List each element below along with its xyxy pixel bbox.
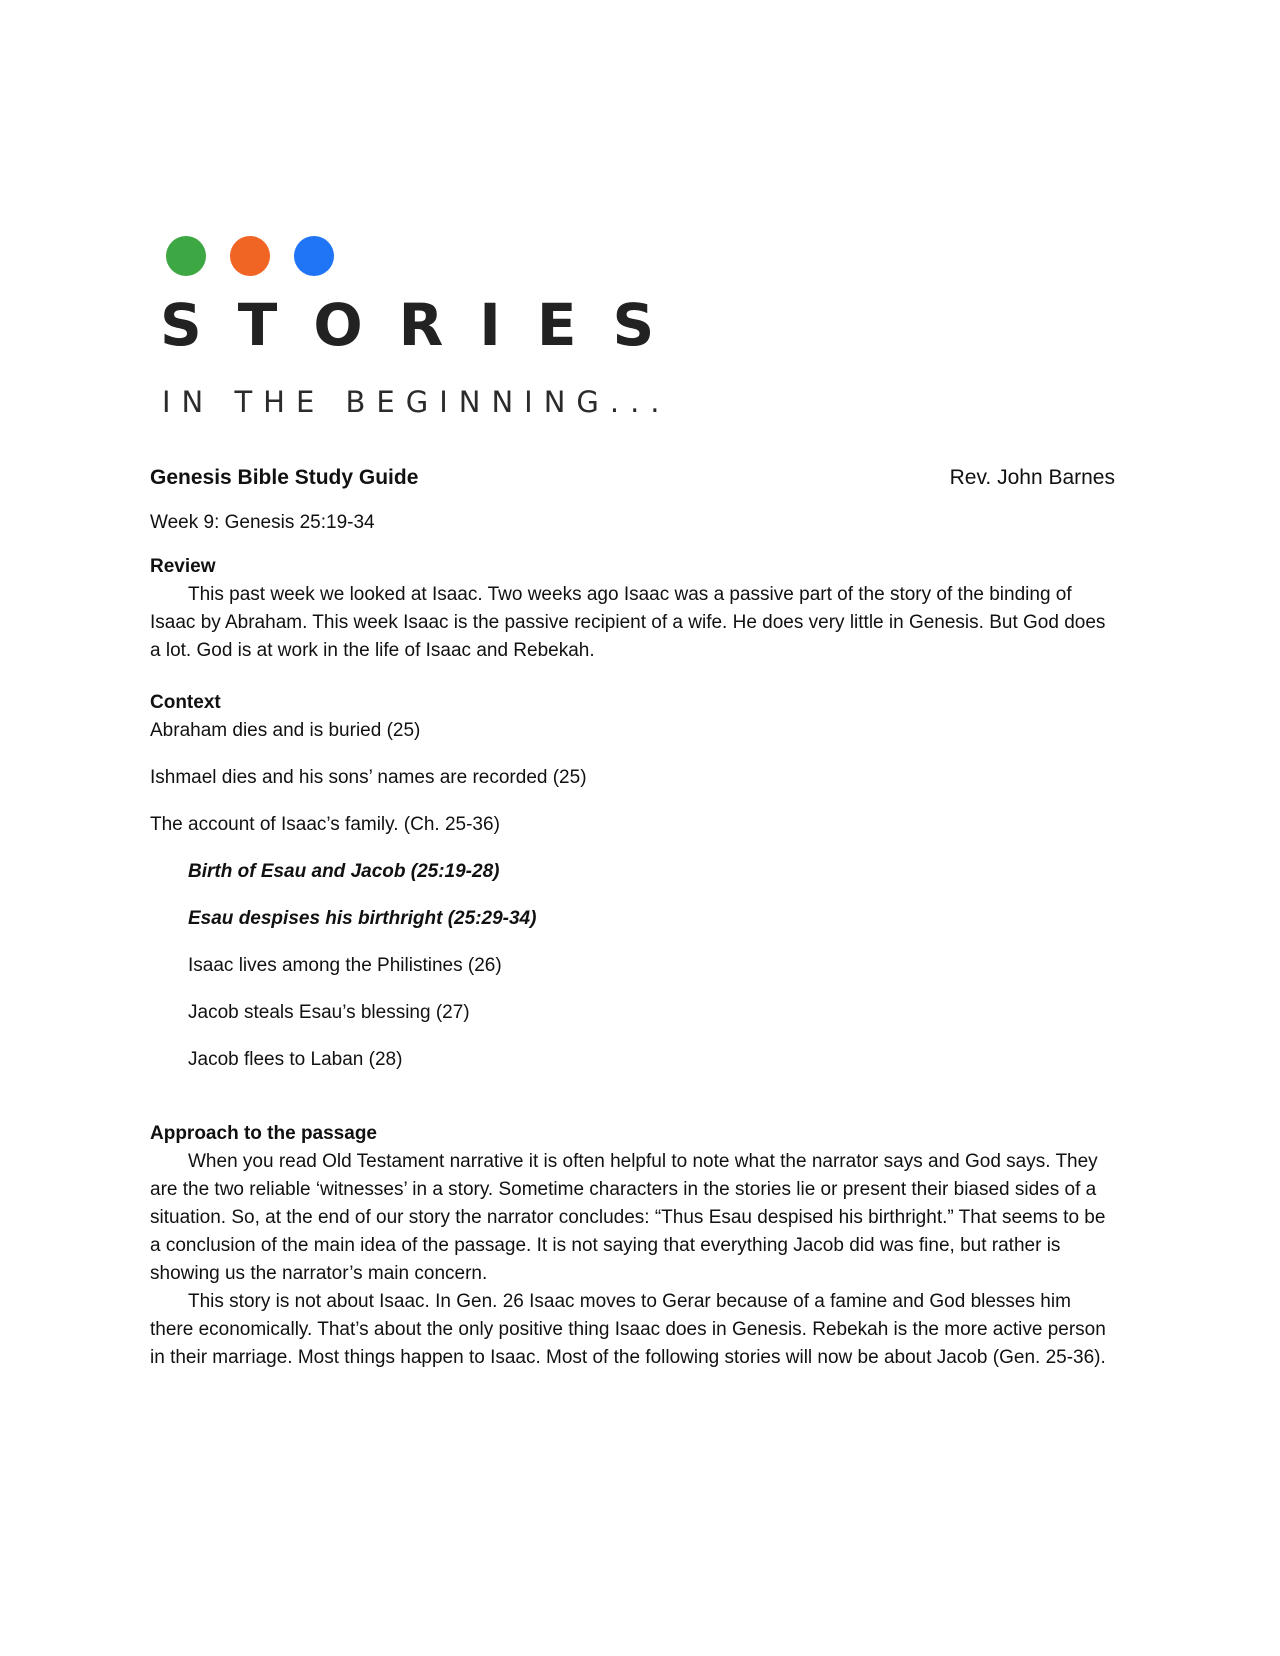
approach-paragraph: When you read Old Testament narrative it is often helpful to note what the narrator says and God says. They are the two reliable ‘witnesses’ in a story. Sometime characters in the stories lie or present their biased sides of a situation. So, at the end of our story the narrator concludes: “Thus Esau despised his birthright.” That seems to be a conclusion of the main idea of the passage. It is not saying that everything Jacob did was fine, but rather is showing us the narrator’s main concern. <box>150 1151 1106 1284</box>
context-item: Ishmael dies and his sons’ names are recorded (25) <box>150 767 587 788</box>
context-item-highlighted: Birth of Esau and Jacob (25:19-28) <box>188 861 500 882</box>
approach-paragraph: This story is not about Isaac. In Gen. 26 Isaac moves to Gerar because of a famine and God blesses him there economically. That’s about the only positive thing Isaac does in Genesis. Rebekah is the more active person in their marriage. Most things happen to Isaac. Most of the following stories will now be about Jacob (Gen. 25-36). <box>150 1291 1106 1368</box>
logo-subtitle: IN THE BEGINNING... <box>162 385 671 419</box>
logo-title: STORIES <box>160 291 691 359</box>
context-heading: Context <box>150 692 221 713</box>
week-reference: Week 9: Genesis 25:19-34 <box>150 512 375 533</box>
guide-header <box>150 463 1115 493</box>
study-guide <box>150 463 1115 1372</box>
context-item-highlighted: Esau despises his birthright (25:29-34) <box>188 908 537 929</box>
context-list <box>150 717 1115 1074</box>
context-item: Abraham dies and is buried (25) <box>150 720 421 741</box>
orange-dot-icon <box>230 236 270 276</box>
review-heading: Review <box>150 556 216 577</box>
context-item: Isaac lives among the Philistines (26) <box>188 955 502 976</box>
guide-title: Genesis Bible Study Guide <box>150 466 419 489</box>
context-item: Jacob flees to Laban (28) <box>188 1049 403 1070</box>
review-text: This past week we looked at Isaac. Two weeks ago Isaac was a passive part of the story of the binding of Isaac by Abraham. This week Isaac is the passive recipient of a wife. He does very little in Genesis. But God does a lot. God is at work in the life of Isaac and Rebekah. <box>150 584 1106 661</box>
green-dot-icon <box>166 236 206 276</box>
guide-author: Rev. John Barnes <box>949 466 1115 489</box>
context-item: The account of Isaac’s family. (Ch. 25-36) <box>150 814 500 835</box>
blue-dot-icon <box>294 236 334 276</box>
stories-logo <box>160 236 691 426</box>
approach-heading: Approach to the passage <box>150 1123 377 1144</box>
context-item: Jacob steals Esau’s blessing (27) <box>188 1002 470 1023</box>
